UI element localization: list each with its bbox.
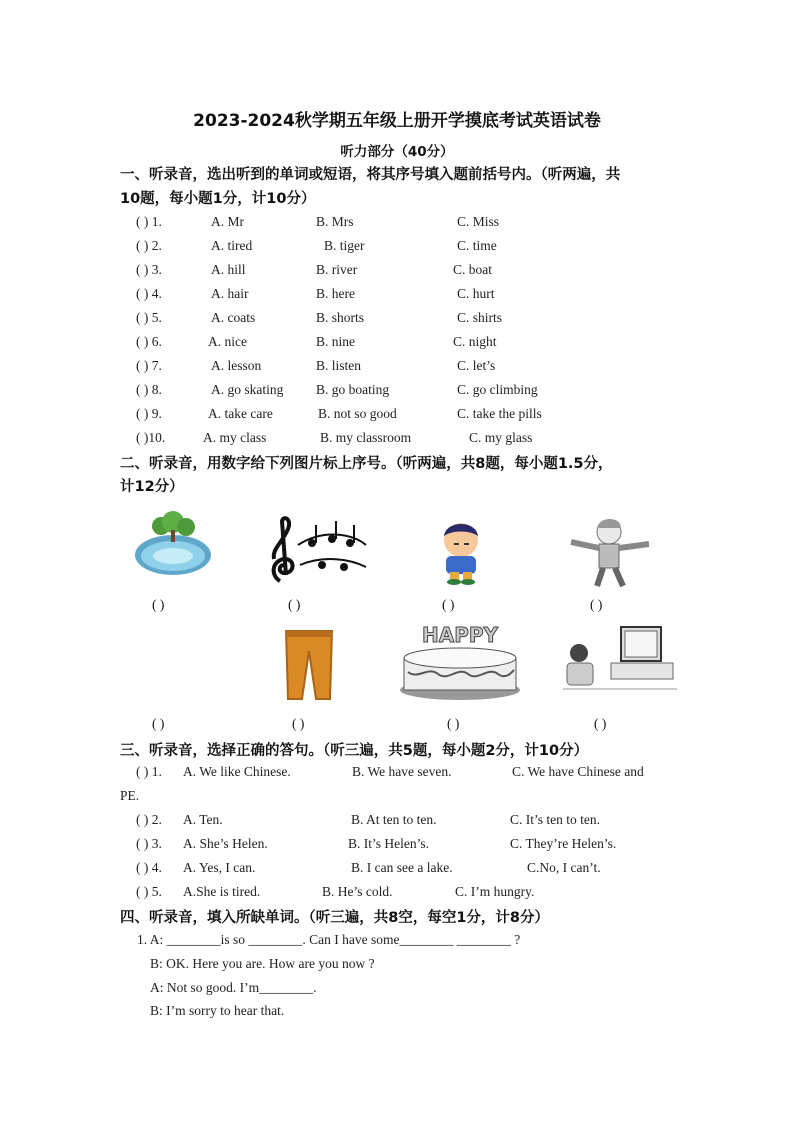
answer-option-c: C. We have Chinese and — [512, 764, 644, 779]
answer-option-a: A. Yes, I can. — [183, 860, 256, 875]
option-c: C. boat — [453, 262, 492, 277]
dialogue-line: B: I’m sorry to hear that. — [150, 1003, 285, 1018]
section2-heading-line2: 计12分） — [120, 479, 184, 495]
picture-answer-blank[interactable]: ( ) — [292, 716, 305, 731]
section2-heading-line1: 二、听录音，用数字给下列图片标上序号。（听两遍，共8题，每小题1.5分， — [120, 456, 613, 472]
listening-subtitle: 听力部分（40分） — [340, 144, 454, 160]
answer-option-b: B. He’s cold. — [322, 884, 393, 899]
page-title: 2023-2024秋学期五年级上册开学摸底考试英语试卷 — [193, 111, 601, 131]
option-b: B. go boating — [316, 382, 390, 397]
section3-heading: 三、听录音，选择正确的答句。（听三遍，共5题，每小题2分，计10分） — [120, 743, 589, 759]
option-b: B. listen — [316, 358, 362, 373]
option-a: A. hill — [211, 262, 246, 277]
option-c: C. hurt — [457, 286, 495, 301]
option-c: C. shirts — [457, 310, 503, 325]
answer-option-c: C. It’s ten to ten. — [510, 812, 600, 827]
option-c: C. my glass — [469, 430, 533, 445]
answer-option-b: B. We have seven. — [352, 764, 452, 779]
dialogue-line: B: OK. Here you are. How are you now ? — [150, 956, 375, 971]
question-number[interactable]: ( ) 2. — [136, 812, 162, 827]
option-c: C. time — [457, 238, 497, 253]
skating-child-picture — [563, 514, 657, 592]
section4-heading: 四、听录音，填入所缺单词。（听三遍，共8空，每空1分，计8分） — [120, 910, 550, 926]
question-number[interactable]: ( ) 9. — [136, 406, 162, 421]
option-b: B. not so good — [318, 406, 397, 421]
lake-picture — [133, 510, 213, 578]
option-a: A. my class — [203, 430, 267, 445]
option-c: C. Miss — [457, 214, 500, 229]
cake-banner-text: HAPPY — [421, 623, 499, 647]
question-number[interactable]: ( )10. — [136, 430, 166, 445]
question-number[interactable]: ( ) 4. — [136, 286, 162, 301]
option-b: B. river — [316, 262, 358, 277]
option-c: C. take the pills — [457, 406, 542, 421]
option-b: B. here — [316, 286, 355, 301]
question-number[interactable]: ( ) 2. — [136, 238, 162, 253]
question-number[interactable]: ( ) 6. — [136, 334, 162, 349]
section1-heading-line1: 一、听录音，选出听到的单词或短语，将其序号填入题前括号内。（听两遍，共 — [120, 167, 621, 183]
answer-option-continuation: PE. — [120, 788, 140, 803]
option-b: B. my classroom — [320, 430, 412, 445]
option-a: A. coats — [211, 310, 256, 325]
answer-option-b: B. It’s Helen’s. — [348, 836, 429, 851]
answer-option-a: A.She is tired. — [183, 884, 261, 899]
tired-boy-picture — [430, 518, 492, 586]
answer-option-c: C.No, I can’t. — [527, 860, 601, 875]
picture-answer-blank[interactable]: ( ) — [288, 597, 301, 612]
question-number[interactable]: ( ) 8. — [136, 382, 162, 397]
option-c: C. night — [453, 334, 497, 349]
option-a: A. hair — [211, 286, 249, 301]
option-c: C. let’s — [457, 358, 496, 373]
option-b: B. tiger — [324, 238, 365, 253]
answer-option-b: B. At ten to ten. — [351, 812, 437, 827]
answer-option-c: C. I’m hungry. — [455, 884, 535, 899]
option-a: A. lesson — [211, 358, 262, 373]
dialogue-line: 1. A: ________is so ________. Can I have some________ ________ ? — [137, 932, 521, 947]
option-a: A. take care — [208, 406, 273, 421]
question-number[interactable]: ( ) 3. — [136, 836, 162, 851]
answer-option-b: B. I can see a lake. — [351, 860, 453, 875]
picture-answer-blank[interactable]: ( ) — [152, 597, 165, 612]
question-number[interactable]: ( ) 1. — [136, 214, 162, 229]
picture-answer-blank[interactable]: ( ) — [447, 716, 460, 731]
section1-heading-line2: 10题，每小题1分，计10分） — [120, 191, 316, 207]
question-number[interactable]: ( ) 3. — [136, 262, 162, 277]
picture-answer-blank[interactable]: ( ) — [594, 716, 607, 731]
answer-option-a: A. She’s Helen. — [183, 836, 268, 851]
dialogue-line: A: Not so good. I’m________. — [150, 980, 317, 995]
answer-option-a: A. Ten. — [183, 812, 223, 827]
picture-answer-blank[interactable]: ( ) — [590, 597, 603, 612]
option-b: B. nine — [316, 334, 355, 349]
question-number[interactable]: ( ) 5. — [136, 310, 162, 325]
option-b: B. shorts — [316, 310, 365, 325]
music-notes-picture — [262, 515, 372, 587]
question-number[interactable]: ( ) 1. — [136, 764, 162, 779]
picture-answer-blank[interactable]: ( ) — [152, 716, 165, 731]
birthday-cake-picture — [398, 620, 522, 702]
answer-option-c: C. They’re Helen’s. — [510, 836, 617, 851]
trousers-picture — [280, 627, 338, 703]
option-a: A. Mr — [211, 214, 244, 229]
option-c: C. go climbing — [457, 382, 538, 397]
option-a: A. go skating — [211, 382, 284, 397]
question-number[interactable]: ( ) 7. — [136, 358, 162, 373]
picture-answer-blank[interactable]: ( ) — [442, 597, 455, 612]
option-b: B. Mrs — [316, 214, 354, 229]
answer-option-a: A. We like Chinese. — [183, 764, 291, 779]
question-number[interactable]: ( ) 4. — [136, 860, 162, 875]
question-number[interactable]: ( ) 5. — [136, 884, 162, 899]
option-a: A. nice — [208, 334, 247, 349]
option-a: A. tired — [211, 238, 253, 253]
watching-tv-picture — [563, 623, 677, 693]
